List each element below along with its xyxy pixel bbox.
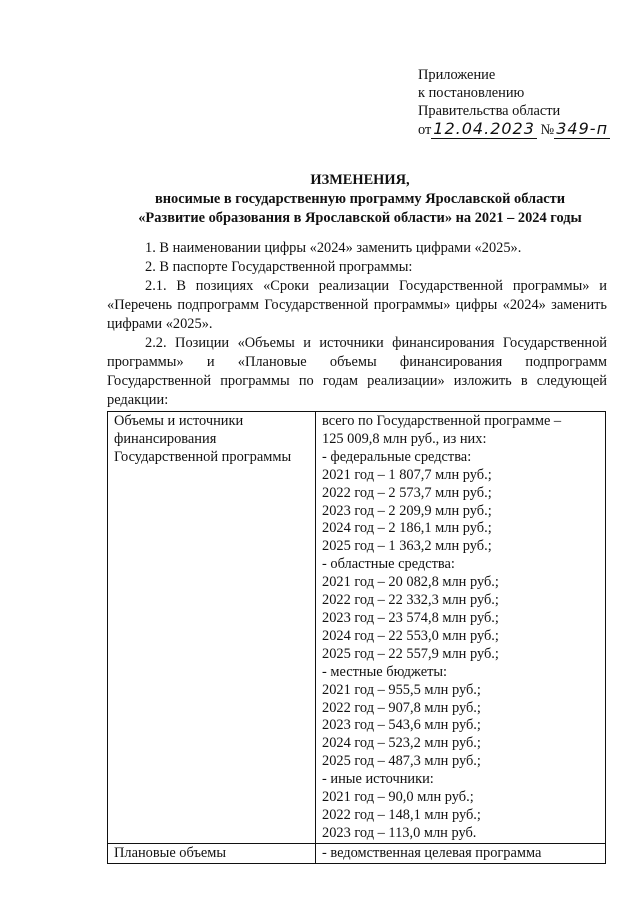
financing-line: 125 009,8 млн руб., из них: <box>322 430 487 447</box>
financing-line: 2024 год – 2 186,1 млн руб.; <box>322 520 492 537</box>
financing-line: - местные бюджеты: <box>322 663 448 680</box>
financing-line: 2022 год – 148,1 млн руб.; <box>322 806 481 823</box>
financing-line: 2023 год – 2 209,9 млн руб.; <box>322 502 492 519</box>
row1-label-cell: Объемы и источники финансирования Государственной программы <box>108 412 316 844</box>
financing-line: 2021 год – 20 082,8 млн руб.; <box>322 574 499 591</box>
appendix-ref-line: к постановлению <box>418 85 525 101</box>
row2-value-cell: - ведомственная целевая программа <box>316 843 606 863</box>
financing-line: 2024 год – 22 553,0 млн руб.; <box>322 627 499 644</box>
title-heading: ИЗМЕНЕНИЯ, <box>310 172 410 188</box>
paragraph-2-1: 2.1. В позициях «Сроки реализации Государственной программы» и «Перечень подпрограмм Государственной программы» цифры «2024» заменить цифрами «2025». <box>107 278 607 332</box>
financing-line: 2021 год – 1 807,7 млн руб.; <box>322 466 492 483</box>
handwritten-date: 12.04.2023 <box>433 119 535 138</box>
number-prefix: № <box>540 122 555 138</box>
table-row <box>108 412 606 844</box>
appendix-header <box>418 66 610 139</box>
title-subheading: вносимые в государственную программу Ярославской области <box>154 191 566 207</box>
financing-table <box>107 411 606 864</box>
financing-line: 2021 год – 955,5 млн руб.; <box>322 681 481 698</box>
appendix-label: Приложение <box>418 67 496 83</box>
row1-value-cell <box>316 412 606 844</box>
paragraph-1: 1. В наименовании цифры «2024» заменить цифрами «2025». <box>145 240 522 256</box>
table-row <box>108 843 606 863</box>
financing-line: 2023 год – 543,6 млн руб.; <box>322 717 481 734</box>
financing-line: 2022 год – 907,8 млн руб.; <box>322 699 481 716</box>
title-program-name: «Развитие образования в Ярославской области» на 2021 – 2024 годы <box>138 210 582 226</box>
document-title <box>100 171 620 228</box>
financing-line: 2025 год – 487,3 млн руб.; <box>322 753 481 770</box>
financing-line: 2023 год – 23 574,8 млн руб.; <box>322 609 499 626</box>
financing-line: - областные средства: <box>322 556 455 573</box>
handwritten-number: 349-п <box>556 119 609 138</box>
financing-line: 2023 год – 113,0 млн руб. <box>322 824 477 841</box>
appendix-authority: Правительства области <box>418 103 561 119</box>
financing-line: 2022 год – 22 332,3 млн руб.; <box>322 592 499 609</box>
appendix-date-number <box>418 120 610 139</box>
financing-line: 2025 год – 22 557,9 млн руб.; <box>322 645 499 662</box>
financing-line: 2022 год – 2 573,7 млн руб.; <box>322 484 492 501</box>
financing-line: всего по Государственной программе – <box>322 413 562 429</box>
financing-line: 2024 год – 523,2 млн руб.; <box>322 735 481 752</box>
financing-line: - федеральные средства: <box>322 448 472 465</box>
paragraph-2-2: 2.2. Позиции «Объемы и источники финансирования Государственной программы» и «Плановые объемы финансирования подпрограмм Государственной программы по годам реализации» изложить в следующей редакции: <box>107 335 607 408</box>
document-body <box>107 239 607 410</box>
from-prefix: от <box>418 122 432 138</box>
financing-line: 2021 год – 90,0 млн руб.; <box>322 789 474 806</box>
financing-line: 2025 год – 1 363,2 млн руб.; <box>322 538 492 555</box>
paragraph-2: 2. В паспорте Государственной программы: <box>145 259 413 275</box>
row2-label-cell: Плановые объемы <box>108 843 316 863</box>
financing-line: - иные источники: <box>322 771 434 788</box>
